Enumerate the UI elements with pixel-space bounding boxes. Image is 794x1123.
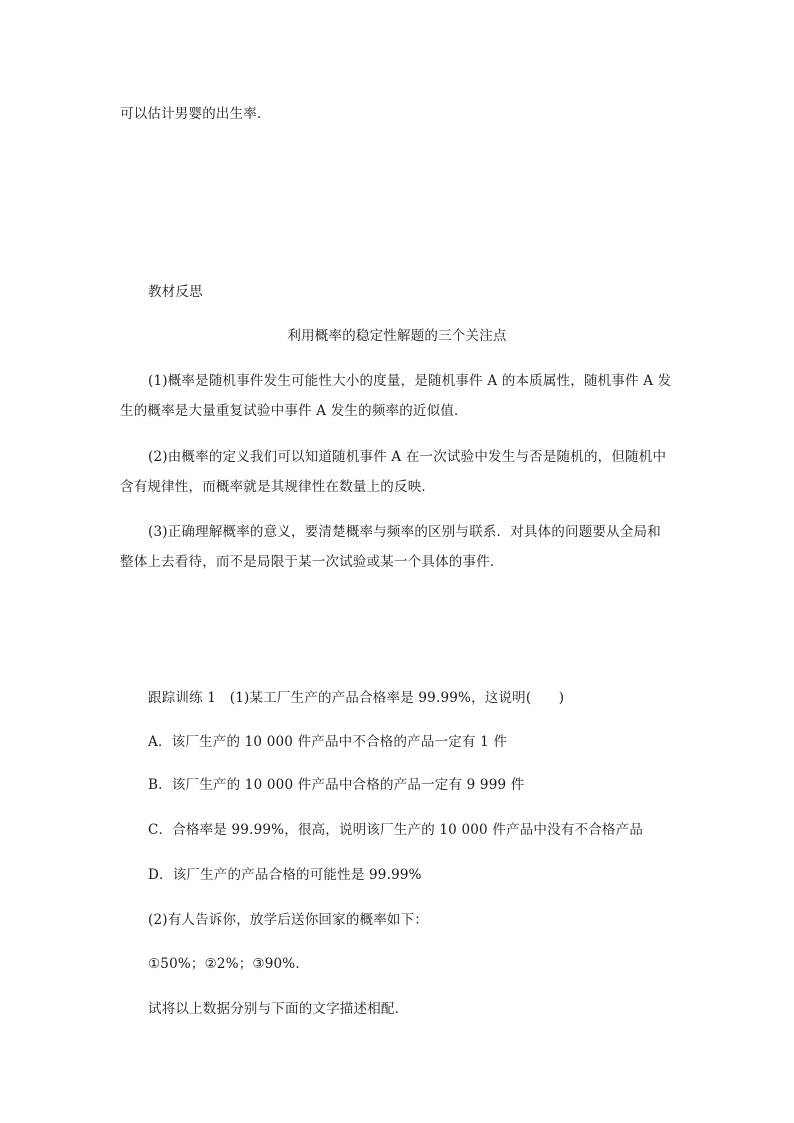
paragraph-line: (3)正确理解概率的意义，要清楚概率与频率的区别与联系．对具体的问题要从全局和 bbox=[148, 524, 661, 540]
option-b: B．该厂生产的 10 000 件产品中合格的产品一定有 9 999 件 bbox=[148, 777, 525, 793]
instruction-line: 试将以上数据分别与下面的文字描述相配． bbox=[148, 1001, 409, 1017]
paragraph-line: (2)由概率的定义我们可以知道随机事件 A 在一次试验中发生与否是随机的，但随机中 bbox=[148, 449, 667, 465]
text-line: 可以估计男婴的出生率． bbox=[120, 106, 271, 122]
paragraph-line: 整体上去看待，而不是局限于某一次试验或某一个具体的事件． bbox=[120, 554, 504, 570]
section-subtitle: 利用概率的稳定性解题的三个关注点 bbox=[287, 328, 507, 344]
section-heading: 教材反思 bbox=[148, 284, 203, 300]
paragraph-line: 含有规律性，而概率就是其规律性在数量上的反映． bbox=[120, 479, 436, 495]
question-part-2: (2)有人告诉你，放学后送你回家的概率如下： bbox=[148, 912, 429, 928]
option-c: C．合格率是 99.99%，很高，说明该厂生产的 10 000 件产品中没有不合格产品 bbox=[148, 822, 644, 838]
probability-values: ①50%；②2%；③90%. bbox=[148, 956, 300, 972]
option-a: A．该厂生产的 10 000 件产品中不合格的产品一定有 1 件 bbox=[148, 734, 508, 750]
paragraph-line: 生的概率是大量重复试验中事件 A 发生的频率的近似值． bbox=[120, 403, 468, 419]
paragraph-line: (1)概率是随机事件发生可能性大小的度量，是随机事件 A 的本质属性，随机事件 A 发 bbox=[148, 373, 672, 389]
exercise-title: 跟踪训练 1 (1)某工厂生产的产品合格率是 99.99%，这说明( ) bbox=[148, 690, 565, 706]
option-d: D．该厂生产的产品合格的可能性是 99.99% bbox=[148, 867, 422, 883]
